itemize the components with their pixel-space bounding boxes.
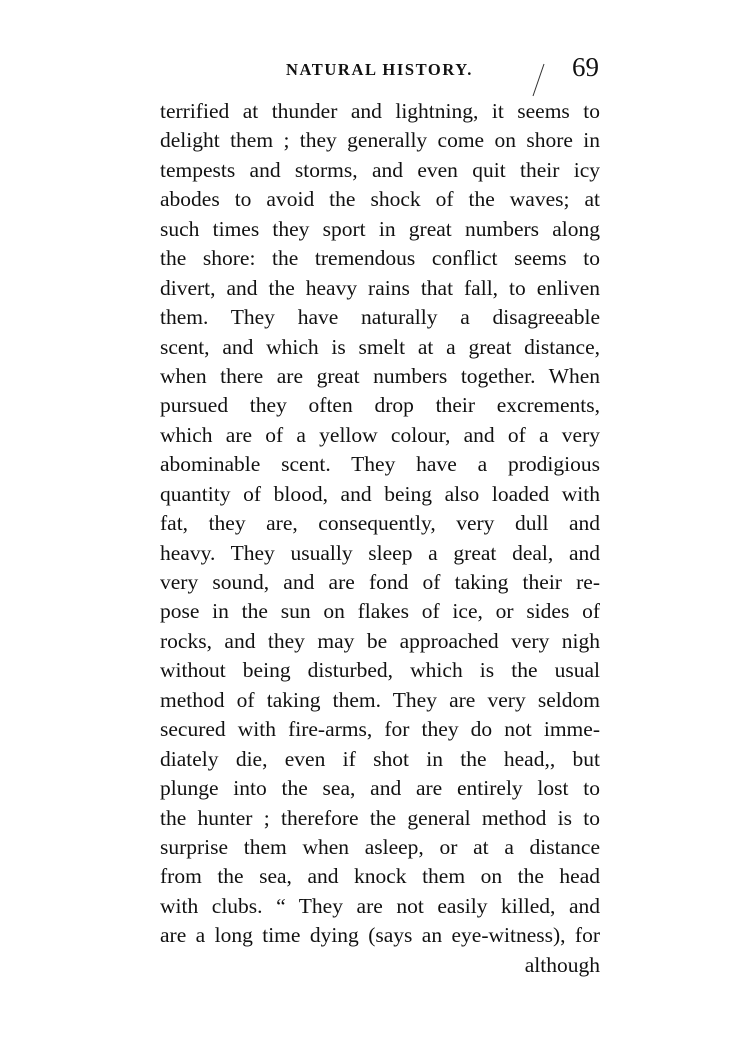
catchword: although — [524, 952, 600, 977]
body-text — [160, 97, 600, 980]
text-line: are a long time dying (says an eye-witness), for — [160, 923, 600, 948]
page-number: 69 — [572, 52, 599, 82]
text-line: the hunter ; therefore the general method is to — [160, 805, 600, 830]
text-line: divert, and the heavy rains that fall, to enliven — [160, 275, 600, 300]
running-head: NATURAL HISTORY. — [286, 60, 474, 79]
text-line: plunge into the sea, and are entirely lost to — [160, 776, 600, 801]
text-line: method of taking them. They are very seldom — [160, 687, 600, 712]
text-line: abominable scent. They have a prodigious — [160, 452, 600, 477]
text-line: the shore: the tremendous conflict seems to — [160, 246, 600, 271]
text-line: rocks, and they may be approached very nigh — [160, 628, 600, 653]
text-line: which are of a yellow colour, and of a very — [160, 422, 600, 447]
text-line: quantity of blood, and being also loaded with — [160, 481, 600, 506]
text-line: very sound, and are fond of taking their re- — [160, 570, 600, 594]
text-line: fat, they are, consequently, very dull and — [160, 511, 600, 536]
text-line: terrified at thunder and lightning, it seems to — [160, 99, 600, 123]
text-line: delight them ; they generally come on shore in — [160, 128, 600, 153]
text-line: such times they sport in great numbers along — [160, 216, 600, 241]
text-line: diately die, even if shot in the head,, but — [160, 746, 600, 771]
text-line: from the sea, and knock them on the head — [160, 864, 600, 889]
text-line: heavy. They usually sleep a great deal, and — [160, 540, 600, 565]
text-line: scent, and which is smelt at a great distance, — [160, 334, 600, 359]
text-line: secured with fire-arms, for they do not imme- — [160, 717, 600, 742]
text-line: abodes to avoid the shock of the waves; at — [160, 187, 600, 212]
text-line: pose in the sun on flakes of ice, or sides of — [160, 599, 600, 624]
text-line: tempests and storms, and even quit their icy — [160, 157, 600, 182]
text-line: pursued they often drop their excrements, — [160, 393, 600, 418]
text-line: them. They have naturally a disagreeable — [160, 305, 600, 330]
text-line: without being disturbed, which is the usual — [160, 658, 600, 683]
text-line: when there are great numbers together. When — [160, 363, 600, 388]
pencil-mark — [530, 62, 546, 98]
text-line: surprise them when asleep, or at a distance — [160, 834, 600, 859]
text-line: with clubs. “ They are not easily killed, and — [160, 893, 600, 918]
